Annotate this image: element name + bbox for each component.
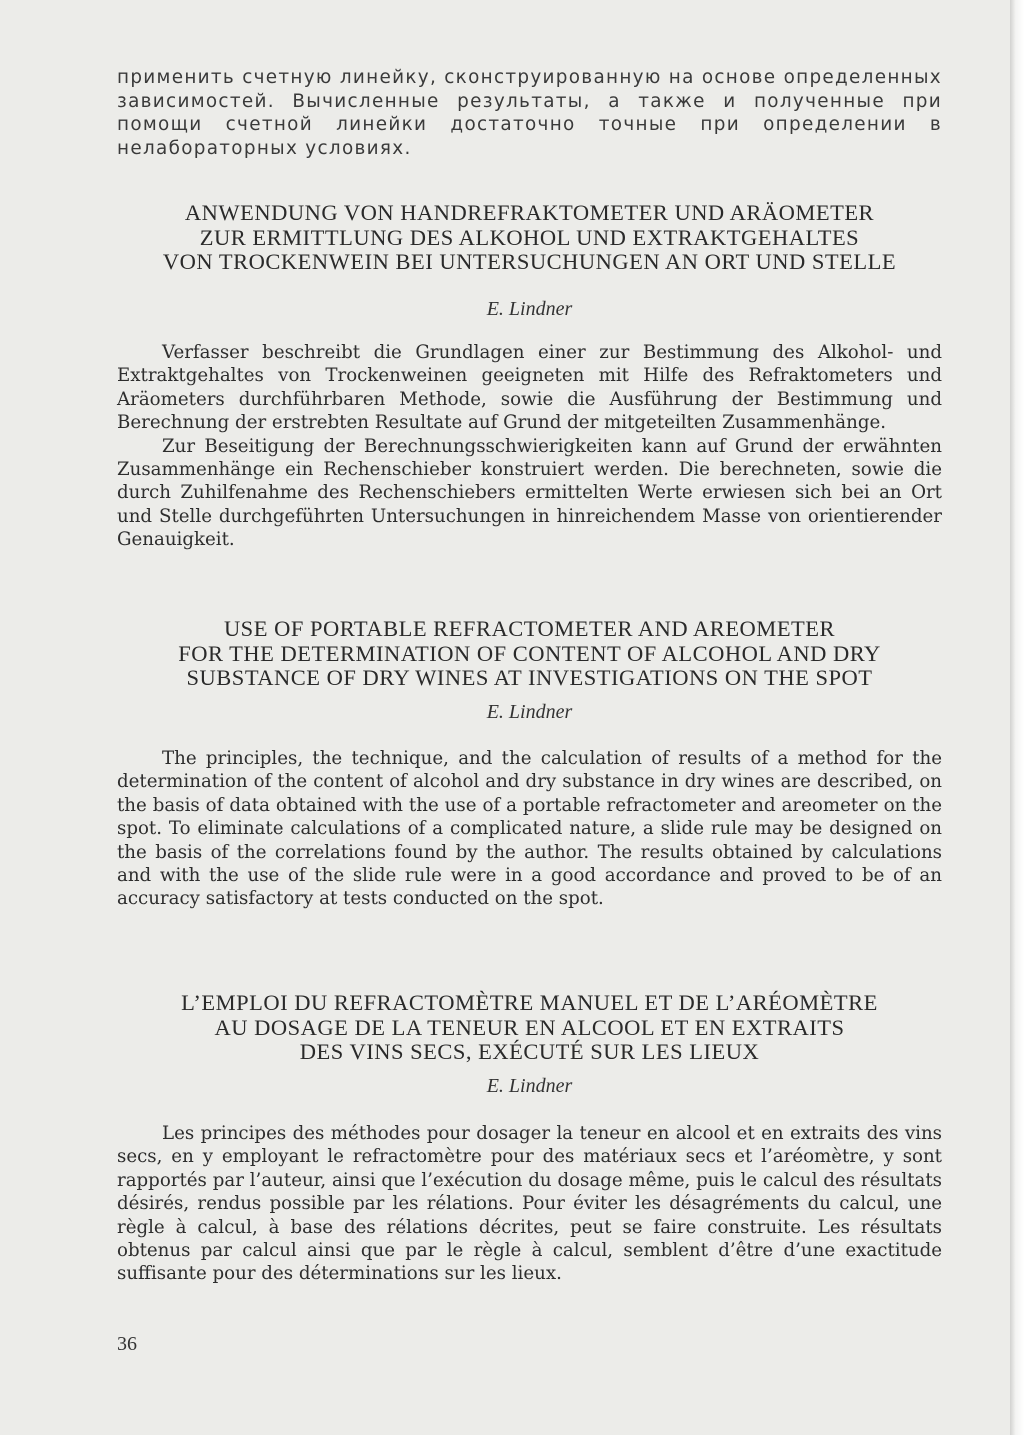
english-author: E. Lindner <box>486 701 573 723</box>
english-heading-line: FOR THE DETERMINATION OF CONTENT OF ALCOHOL AND DRY <box>178 640 881 666</box>
french-heading-line: AU DOSAGE DE LA TENEUR EN ALCOOL ET EN EXTRAITS <box>214 1014 845 1040</box>
english-heading-line: SUBSTANCE OF DRY WINES AT INVESTIGATIONS ON THE SPOT <box>186 665 873 690</box>
english-abstract <box>117 747 942 911</box>
german-paragraph: Verfasser beschreibt die Grundlagen einer zur Bestimmung des Alkohol- und Extraktgehaltes von Trockenweinen geeigneten mit Hilfe des Refraktometers und Aräometers durchführbaren Methode, sowie die Ausführung der Bestimmung und Berechnung der erstrebten Resultate auf Grund der mitgeteilten Zusammenhänge. <box>117 342 942 434</box>
english-heading-line: USE OF PORTABLE REFRACTOMETER AND AREOMETER <box>223 616 836 641</box>
german-paragraph: Zur Beseitigung der Berechnungsschwierigkeiten kann auf Grund der erwähnten Zusammenhänge ein Rechenschieber konstruiert werden. Die berechneten, sowie die durch Zuhilfenahme des Rechenschiebers ermittelten Werte erwiesen sich bei an Ort und Stelle durchgeführten Untersuchungen in hinreichendem Masse von orientierender Genauigkeit. <box>117 435 942 551</box>
french-author: E. Lindner <box>486 1075 573 1097</box>
english-heading <box>117 617 942 691</box>
french-abstract <box>117 1122 942 1286</box>
french-heading <box>117 991 942 1065</box>
english-paragraph: The principles, the technique, and the calculation of results of a method for the determination of the content of alcohol and dry substance in dry wines are described, on the basis of data obtained with the use of a portable refractometer and areometer on the spot. To eliminate calculations of a complicated nature, a slide rule may be designed on the basis of the correlations found by the author. The results obtained by calculations and with the use of the slide rule were in a good accordance and proved to be of an accuracy satisfactory at tests conducted on the spot. <box>117 748 942 910</box>
page-number: 36 <box>117 1333 137 1355</box>
french-paragraph: Les principes des méthodes pour dosager la teneur en alcool et en extraits des vins secs, en y employant le refractomètre pour des matériaux secs et l’aréomètre, y sont rapportés par l’auteur, ainsi que l’exécution du dosage même, puis le calcul des résultats désirés, rendus possible par les rélations. Pour éviter les désagréments du calcul, une règle à calcul, à base des rélations décrites, peut se faire construite. Les résultats obtenus par calcul ainsi que par le règle à calcul, semblent d’être d’une exactitude suffisante pour des déterminations sur les lieux. <box>117 1123 942 1285</box>
german-heading <box>117 201 942 275</box>
page-edge <box>1010 0 1024 1435</box>
german-abstract <box>117 341 942 552</box>
german-author: E. Lindner <box>486 298 573 320</box>
german-heading-line: ANWENDUNG VON HANDREFRAKTOMETER UND ARÄOMETER <box>184 200 875 225</box>
french-heading-line: L’EMPLOI DU REFRACTOMÈTRE MANUEL ET DE L’ARÉOMÈTRE <box>181 990 878 1015</box>
german-heading-line: VON TROCKENWEIN BEI UNTERSUCHUNGEN AN ORT UND STELLE <box>162 249 897 274</box>
german-heading-line: ZUR ERMITTLUNG DES ALKOHOL UND EXTRAKTGEHALTES <box>199 224 860 250</box>
russian-summary-text: применить счетную линейку, сконструированную на основе определенных зависимостей. Вычисленные результаты, а также и полученные при помощи счетной линейки достаточно точные при определении в нелабораторных условиях. <box>117 67 942 159</box>
french-heading-line: DES VINS SECS, EXÉCUTÉ SUR LES LIEUX <box>299 1039 760 1064</box>
